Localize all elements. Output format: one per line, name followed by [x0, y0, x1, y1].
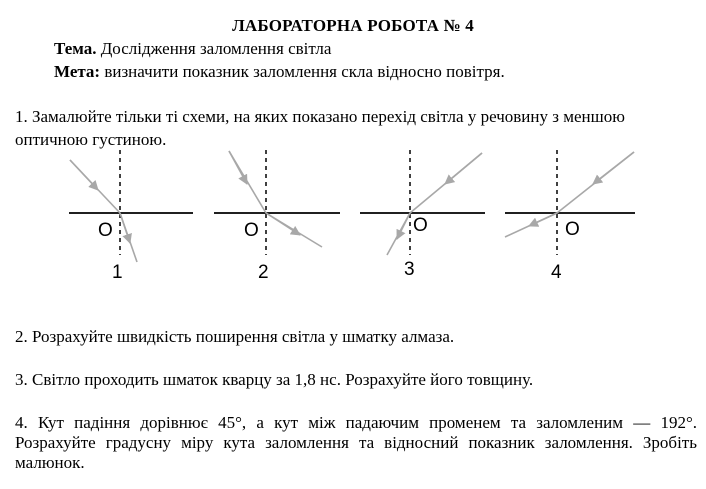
task-4: 4. Кут падіння дорівнює 45°, а кут між падаючим променем та заломленим — 192°. Розрахуйте градусну міру кута заломлення та відносний показник заломлення. Зробіть малюнок.: [15, 413, 697, 472]
point-label: O: [244, 220, 259, 241]
refracted-ray-arrow: [266, 213, 300, 235]
goal-label: Мета:: [54, 62, 101, 81]
refracted-ray-arrow: [529, 213, 557, 226]
diagram-number: 1: [112, 262, 123, 283]
topic-text: Дослідження заломлення світла: [100, 39, 332, 58]
topic-label: Тема.: [54, 39, 97, 58]
point-label: O: [413, 215, 428, 236]
refracted-ray-arrow: [120, 213, 130, 243]
incident-ray-arrow: [229, 151, 247, 184]
diagram-3: [360, 150, 485, 280]
diagram-2: [214, 150, 340, 283]
diagram-1: [69, 150, 193, 283]
point-label: O: [565, 219, 580, 240]
refraction-diagrams: [0, 140, 706, 290]
page-title: ЛАБОРАТОРНА РОБОТА № 4: [232, 16, 474, 35]
diagram-number: 2: [258, 262, 269, 283]
diagram-number: 4: [551, 262, 562, 283]
point-label: O: [98, 220, 113, 241]
refracted-ray-arrow: [397, 213, 410, 239]
incident-ray-arrow: [593, 152, 634, 184]
diagram-number: 3: [404, 259, 415, 280]
task-3: 3. Світло проходить шматок кварцу за 1,8 нс. Розрахуйте його товщину.: [15, 370, 534, 389]
diagram-4: [505, 150, 635, 283]
goal-text: визначити показник заломлення скла відносно повітря.: [104, 62, 505, 81]
incident-ray-arrow: [70, 160, 98, 190]
goal-line: [54, 62, 505, 82]
incident-ray-arrow: [445, 153, 482, 184]
task-2: 2. Розрахуйте швидкість поширення світла у шматку алмаза.: [15, 327, 455, 346]
task-1: 1. Замалюйте тільки ті схеми, на яких показано перехід світла у речовину з меншою оптичною густиною.: [15, 107, 625, 149]
topic-line: [54, 39, 331, 59]
